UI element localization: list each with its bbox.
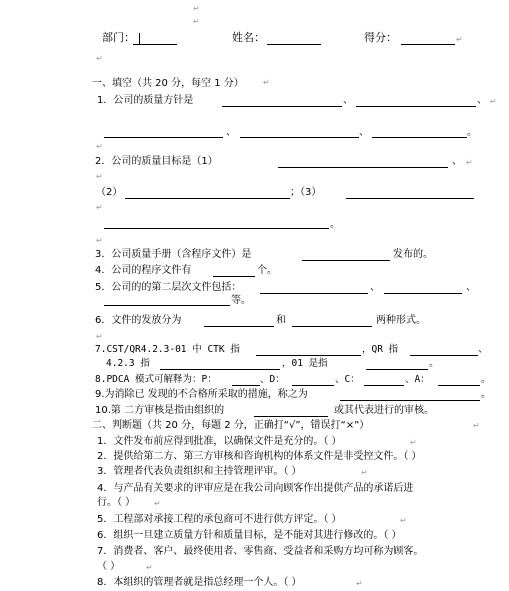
period: 。 [481,374,491,385]
question-6-mid: 和 [276,315,286,326]
blank [104,137,223,138]
question-10: 10.第 二方审核是指由组织的 [95,405,225,416]
question-7-code: 4.2.3 指 [106,358,150,369]
sep: 、 [452,156,462,167]
blank [410,355,478,356]
period: 。 [467,127,477,138]
question-8-a: 、A： [405,374,430,385]
blank [104,228,329,229]
paragraph-mark: ↵ [361,468,368,477]
blank [240,137,359,138]
question-5: 5．公司的的第二层次文件包括： [95,282,242,293]
period: 。 [429,358,439,369]
blank [222,106,342,107]
paragraph-mark: ↵ [154,499,161,508]
question-9: 9.为消除已 发现的不合格所采取的措施，称之为 [95,389,308,400]
paragraph-mark: ↵ [263,78,270,87]
judge-item: 1．文件发布前应得到批准，以确保文件是充分的。（ ） [97,436,342,447]
judge-item-cont: （ ） [97,561,121,572]
paragraph-mark: ↵ [490,97,497,106]
question-6-end: 两种形式。 [376,315,426,326]
judge-item: 3．管理者代表负责组织和主持管理评审。（ ） [97,466,302,477]
sep: 、 [359,127,369,138]
judge-item: 8．本组织的管理者就是指总经理一个人。（ ） [97,577,302,588]
question-7-01: ，01 是指 [282,358,328,369]
fill-section-title: 一、填空（共 20 分，每空 1 分） [92,78,244,89]
name-blank [267,44,321,45]
blank [254,416,328,417]
text-cursor [139,33,140,44]
blank [104,305,230,306]
judge-item-cont: 行。（ ） [97,497,136,508]
paragraph-mark: ↵ [96,142,103,151]
question-1: 1．公司的质量方针是 [97,95,194,106]
score-blank [401,44,455,45]
judge-item: 2．提供给第二方、第三方审核和咨询机构的体系文件是非受控文件。（ ） [97,451,422,462]
paragraph-mark: ↵ [400,516,407,525]
blank [213,276,255,277]
question-7-qr: ，QR 指 [362,344,399,355]
question-2-part-3: ；（3） [290,187,322,198]
question-4-end: 个。 [257,265,277,276]
blank [256,355,361,356]
question-7: 7.CST/QR4.2.3-01 中 CTK 指 [95,344,240,355]
question-10-end: 或其代表进行的审核。 [334,405,434,416]
paragraph-mark: ↵ [96,203,103,212]
blank [260,293,368,294]
sep: 、 [477,95,487,106]
blank [356,106,476,107]
judge-section-title: 二、判断题（共 20 分，每题 2 分，正确打“√”，错误打“×”） [92,420,370,431]
paragraph-mark: ↵ [410,438,417,447]
blank [372,137,467,138]
paragraph-mark: ↵ [146,563,153,572]
judge-item: 6．组织一旦建立质量方针和质量目标，是不能对其进行修改的。（ ） [97,530,402,541]
paragraph-mark: ↵ [473,421,480,430]
paragraph-mark: ↵ [96,332,103,341]
blank [278,167,448,168]
blank [340,400,480,401]
question-5-end: 等。 [231,295,251,306]
score-label: 得分： [364,31,397,44]
sep: 、 [478,344,488,355]
blank [125,198,290,199]
paragraph-mark: ↵ [456,35,463,44]
blank [160,369,280,370]
dept-blank [133,44,177,45]
judge-item: 5．工程部对承接工程的承包商可不进行供方评定。（ ） [97,514,342,525]
question-2-part-2: （2） [96,187,123,198]
sep: 、 [370,282,380,293]
paragraph-mark: ↵ [193,4,200,13]
paragraph-mark: ↵ [96,172,103,181]
sep: 、 [343,95,353,106]
paragraph-mark: ↵ [96,54,103,63]
question-4: 4．公司的程序文件有 [95,265,192,276]
question-3-end: 发布的。 [393,249,433,260]
question-2: 2．公司的质量目标是（1） [95,156,218,167]
period: 。 [481,389,491,400]
question-3: 3．公司质量手册（含程序文件）是 [95,249,252,260]
blank [204,326,274,327]
blank [438,385,480,386]
paragraph-mark: ↵ [356,579,363,588]
sep: 、 [226,127,236,138]
period: 。 [330,219,340,230]
blank [384,293,462,294]
blank [364,385,404,386]
blank [302,260,390,261]
question-8-c: 、C： [335,374,360,385]
blank [346,198,474,199]
blank [366,369,428,370]
judge-item: 7．消费者、客户、最终使用者、零售商、受益者和采购方均可称为顾客。 [97,546,424,557]
question-6: 6．文件的发放分为 [95,315,182,326]
blank [292,326,372,327]
paragraph-mark: ↵ [193,17,200,26]
sep: 、 [466,282,476,293]
paragraph-mark: ↵ [466,158,473,167]
question-8: 8.PDCA 模式可解释为：P： [95,374,217,385]
blank [292,385,334,386]
paragraph-mark: ↵ [96,236,103,245]
dept-label: 部门： [102,31,135,44]
question-8-d: 、D： [260,374,285,385]
name-label: 姓名： [232,31,265,44]
judge-item: 4．与产品有关要求的评审应是在我公司向顾客作出提供产品的承诺后进 [97,483,414,494]
blank [232,385,260,386]
